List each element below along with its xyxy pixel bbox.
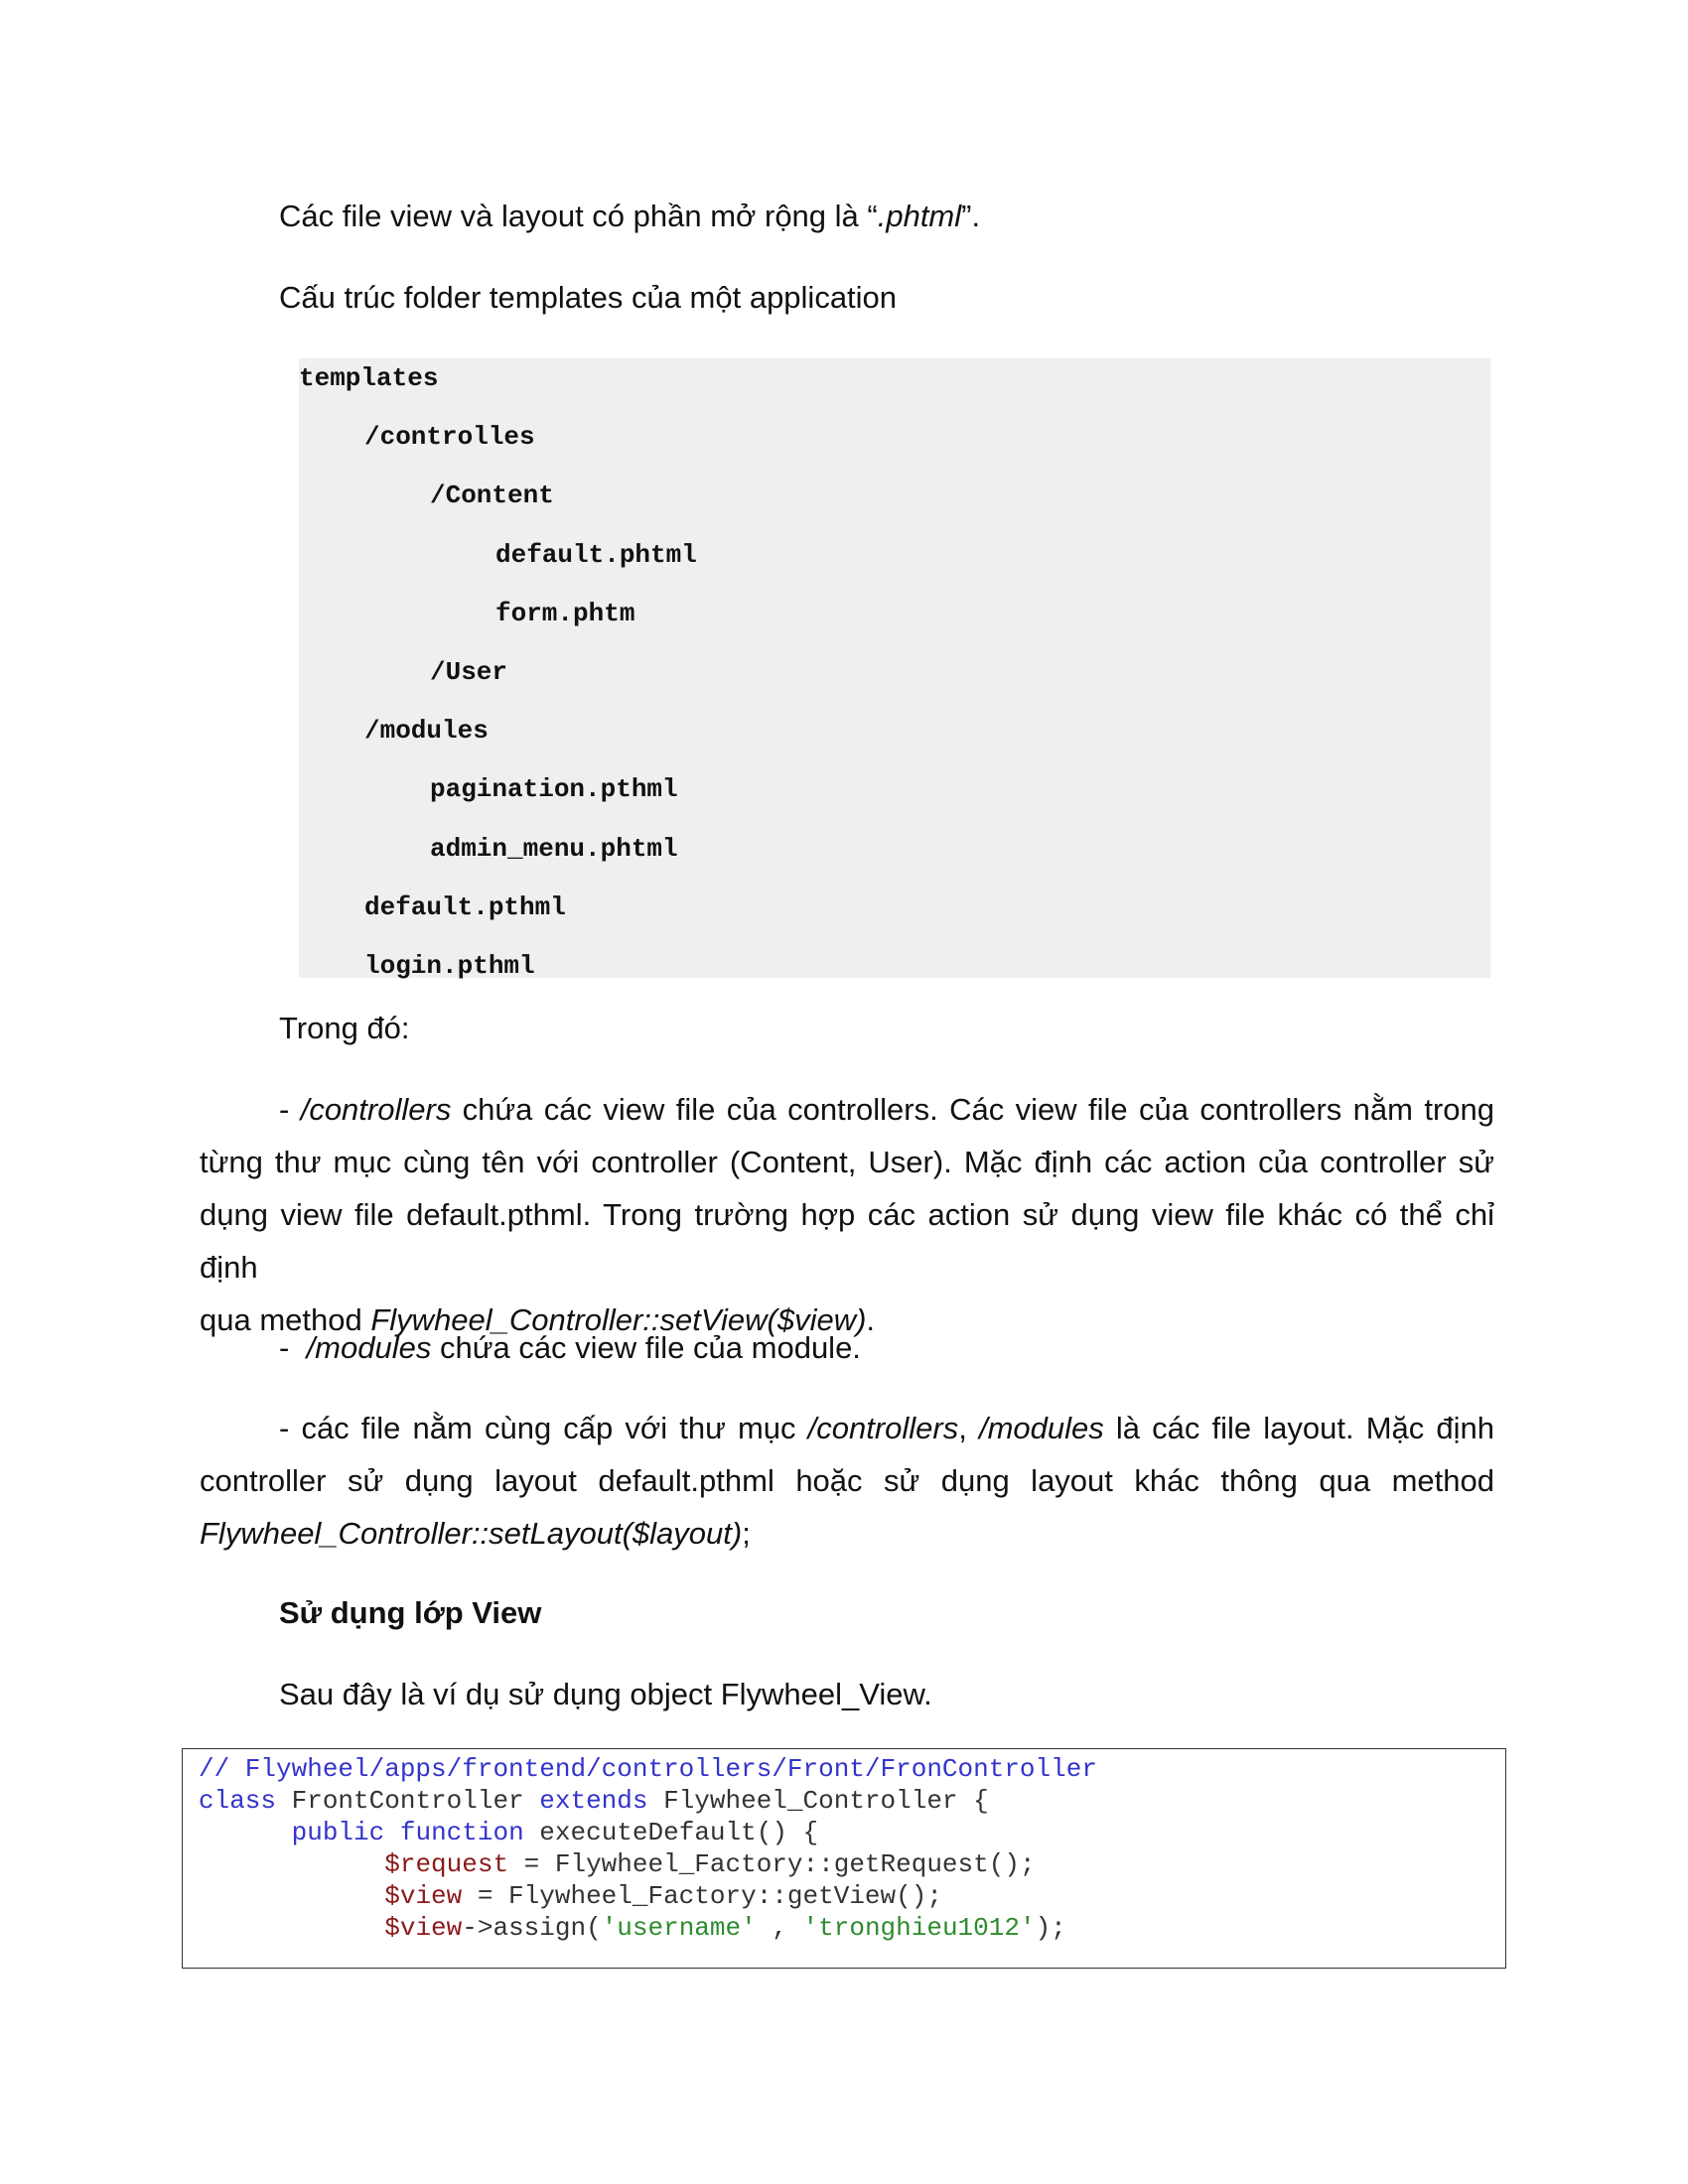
folder-tree-block [299, 358, 1490, 981]
section-heading: Sử dụng lớp View [279, 1595, 542, 1630]
paragraph-trong-do: Trong đó: [279, 1011, 410, 1045]
code-keyword: public [291, 1818, 385, 1847]
text: ; [742, 1516, 751, 1551]
folder-tree-row: /Content [430, 480, 554, 510]
term: /controllers [300, 1092, 452, 1127]
line [200, 1402, 1494, 1454]
folder-tree-row: default.phtml [495, 540, 697, 570]
code-variable: $request [384, 1849, 509, 1879]
code-line [199, 1785, 989, 1817]
code-line [199, 1880, 942, 1912]
code-line [199, 1753, 1097, 1785]
code-text: = Flywheel_Factory::getView(); [462, 1881, 942, 1911]
text: qua method [200, 1302, 371, 1337]
code-indent [199, 1881, 384, 1911]
method-name: Flywheel_Controller::setView($view) [370, 1302, 867, 1337]
line: dụng view file default.pthml. Trong trường hợp các action sử dụng view file khác có thể chỉ định [200, 1197, 1494, 1285]
folder-tree-row: admin_menu.phtml [430, 834, 678, 864]
code-text: Flywheel_Controller { [647, 1786, 989, 1816]
line [200, 1083, 1494, 1136]
line: controller sử dụng layout default.pthml hoặc sử dụng layout khác thông qua method [200, 1463, 1494, 1498]
code-keyword: extends [539, 1786, 648, 1816]
code-variable: $view [384, 1881, 463, 1911]
code-line [199, 1817, 818, 1848]
folder-tree-row: login.pthml [364, 951, 535, 981]
code-indent [199, 1849, 384, 1879]
code-text: ); [1035, 1913, 1066, 1943]
text: - [279, 1330, 307, 1365]
code-text [384, 1818, 400, 1847]
folder-tree-row: /controlles [364, 422, 535, 452]
folder-tree-row: pagination.pthml [430, 774, 678, 804]
line: từng thư mục cùng tên với controller (Content, User). Mặc định các action của controller sử [200, 1145, 1494, 1179]
code-text: , [756, 1913, 803, 1943]
folder-tree-row: templates [299, 363, 439, 393]
code-line [199, 1848, 1036, 1880]
code-keyword: class [199, 1786, 277, 1816]
folder-tree-row: default.pthml [364, 892, 566, 922]
code-indent [199, 1913, 384, 1943]
code-variable: $view [384, 1913, 463, 1943]
text: là các file layout. Mặc định [1103, 1411, 1494, 1445]
code-indent [199, 1818, 292, 1847]
code-line [199, 1912, 1066, 1944]
term: /modules [306, 1330, 432, 1365]
code-string: 'tronghieu1012' [802, 1913, 1036, 1943]
line [200, 1507, 1494, 1560]
text: chứa các view file của controllers. Các view file của controllers nằm trong [451, 1092, 1495, 1127]
extension-text: .phtml [877, 199, 962, 233]
paragraph-file-extension [279, 190, 1494, 242]
code-text: = Flywheel_Factory::getRequest(); [508, 1849, 1036, 1879]
paragraph-modules [279, 1321, 1494, 1374]
code-block [182, 1748, 1506, 1969]
code-text: FrontController [276, 1786, 540, 1816]
text: . [866, 1302, 876, 1337]
text: ”. [961, 199, 981, 233]
text: Các file view và layout có phần mở rộng là “ [279, 199, 878, 233]
code-comment: // Flywheel/apps/frontend/controllers/Front/FronController [199, 1754, 1097, 1784]
method-name: Flywheel_Controller::setLayout($layout) [200, 1516, 743, 1551]
paragraph-folder-structure: Cấu trúc folder templates của một application [279, 280, 898, 315]
folder-tree-row: /modules [364, 716, 489, 746]
folder-tree-row: form.phtm [495, 599, 635, 628]
text: - [279, 1092, 301, 1127]
text: , [958, 1411, 979, 1445]
code-keyword: function [399, 1818, 524, 1847]
folder-tree-row: /User [430, 657, 508, 687]
code-text: executeDefault() { [523, 1818, 819, 1847]
paragraph-controllers [200, 1083, 1494, 1346]
text: chứa các view file của module. [431, 1330, 861, 1365]
code-text: ->assign( [462, 1913, 602, 1943]
term: /modules [978, 1411, 1104, 1445]
paragraph-layout [200, 1402, 1494, 1560]
term: /controllers [807, 1411, 959, 1445]
paragraph-intro: Sau đây là ví dụ sử dụng object Flywheel_View. [279, 1677, 932, 1711]
code-string: 'username' [601, 1913, 757, 1943]
text: - các file nằm cùng cấp với thư mục [279, 1411, 808, 1445]
